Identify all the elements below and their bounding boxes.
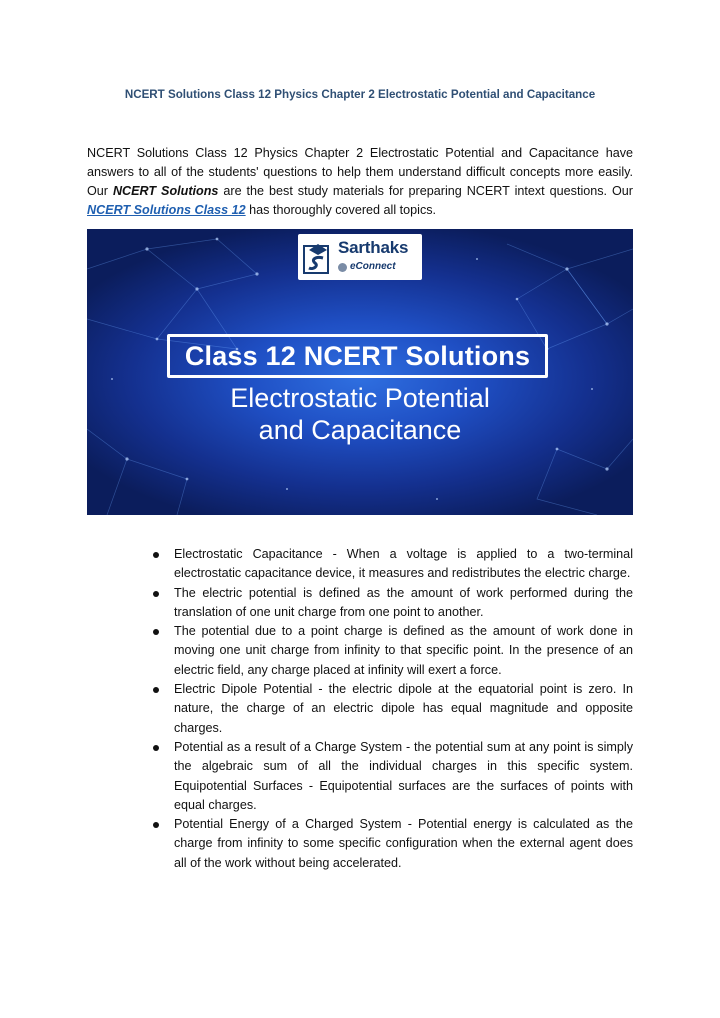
intro-text-3: has thoroughly covered all topics. [245, 203, 437, 217]
bullet-dot-icon [153, 591, 159, 597]
banner-image [87, 229, 633, 515]
bullet-dot-icon [153, 629, 159, 635]
list-item-text: The electric potential is defined as the amount of work performed during the translation of one unit charge from one point to another. [174, 585, 633, 619]
list-item-text: Potential Energy of a Charged System - Potential energy is calculated as the charge from infinity to some specific configuration when the external agent does all of the work without being accelerated. [174, 817, 633, 870]
banner-title: Class 12 NCERT Solutions [184, 340, 531, 371]
intro-paragraph [87, 144, 633, 220]
intro-text-1: NCERT Solutions Class 12 Physics Chapter 2 Electrostatic Potential and Capacitance have answers to all of the students' questions to help them understand difficult concepts more easily. Our [87, 146, 633, 198]
list-item [87, 680, 633, 738]
list-item [87, 622, 633, 680]
page-title: NCERT Solutions Class 12 Physics Chapter 2 Electrostatic Potential and Capacitance [124, 88, 596, 101]
bullet-dot-icon [153, 552, 159, 558]
list-item-text: The potential due to a point charge is defined as the amount of work done in moving one unit charge from infinity to that specific point. In the presence of an electric field, any charge placed at infinity will exert a force. [174, 624, 633, 677]
intro-text-2: are the best study materials for preparing NCERT intext questions. Our [218, 184, 633, 198]
intro-emphasis: NCERT Solutions [112, 184, 219, 198]
list-item-text: Potential as a result of a Charge System - the potential sum at any point is simply the algebraic sum of all the individual charges in this specific system. Equipotential Surfaces - Equipotential surfaces are the surfaces of points with equal charges. [174, 739, 633, 812]
banner-subtitle-line-1: Electrostatic Potential [230, 383, 490, 413]
list-item-text: Electrostatic Capacitance - When a voltage is applied to a two-terminal electrostatic capacitance device, it measures and redistributes the electric charge. [174, 547, 633, 581]
logo-subtitle: eConnect [350, 261, 396, 272]
banner-title-frame [167, 334, 548, 378]
list-item [87, 545, 633, 584]
sarthaks-logo-icon [303, 240, 333, 274]
banner-subtitle-line-2: and Capacitance [258, 415, 462, 445]
list-item [87, 815, 633, 873]
bullet-dot-icon [153, 687, 159, 693]
ncert-class-12-link[interactable]: NCERT Solutions Class 12 [87, 203, 246, 217]
sarthaks-logo [298, 234, 422, 280]
globe-icon [338, 263, 347, 272]
bullet-dot-icon [153, 745, 159, 751]
logo-name: Sarthaks [338, 238, 409, 257]
list-item [87, 584, 633, 623]
bullet-dot-icon [153, 822, 159, 828]
topic-list [87, 545, 633, 873]
list-item-text: Electric Dipole Potential - the electric dipole at the equatorial point is zero. In nature, the charge of an electric dipole has equal magnitude and opposite charges. [174, 682, 633, 735]
list-item [87, 738, 633, 815]
